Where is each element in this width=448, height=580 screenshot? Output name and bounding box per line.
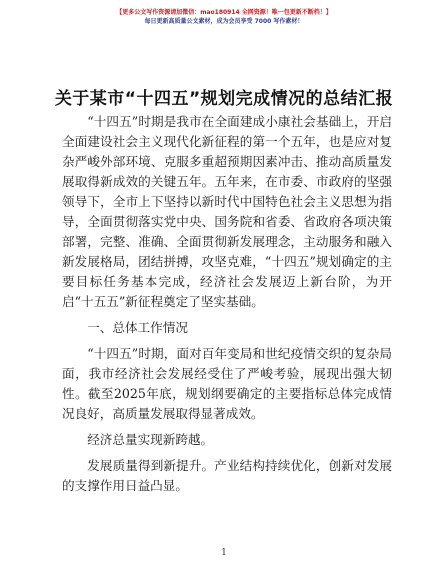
section-heading-overall: 一、总体工作情况	[87, 320, 188, 335]
paragraph-economy: 经济总量实现新跨越。	[87, 432, 214, 447]
paragraph-intro: “十四五”时期是我市在全面建成小康社会基础上，开启全面建设社会主义现代化新征程的第一个五年，也是应对复杂严峻外部环境、克服多重超预期因素冲击、推动高质量发展取得新成效的关键五年。五年来，在市委、市政府的坚强领导下，全市上下坚持以新时代中国特色社会主义思想为指导，全面贯彻落实党中央、国务院和省委、省政府各项决策部署，完整、准确、全面贯彻新发展理念，主动服务和融入新发展格局，团结拼搏，攻坚克难，“十四五”规划确定的主要目标任务基本完成，经济社会发展迈上新台阶，为开启“十五五”新征程奠定了坚实基础。	[62, 114, 392, 309]
paragraph-overall: “十四五”时期，面对百年变局和世纪疫情交织的复杂局面，我市经济社会发展经受住了严峻考验，展现出强大韧性。截至2025年底，规划纲要确定的主要指标总体完成情况良好，高质量发展取得显著成效。	[62, 346, 392, 421]
paragraph-quality: 发展质量得到新提升。产业结构持续优化，创新对发展的支撑作用日益凸显。	[62, 458, 392, 493]
document-body	[62, 112, 392, 502]
promo-banner	[0, 8, 448, 26]
promo-banner-line-2: 每日更新高质量公文素材，成为会员享受 7000 写作素材！	[144, 18, 304, 25]
promo-banner-line-1: 【更多公文写作资源请加微信：mao180914 全网资源！唯一包更新不断档！】	[116, 9, 332, 16]
page-number: 1	[221, 548, 227, 558]
document-title: 关于某市“十四五”规划完成情况的总结汇报	[54, 89, 394, 109]
